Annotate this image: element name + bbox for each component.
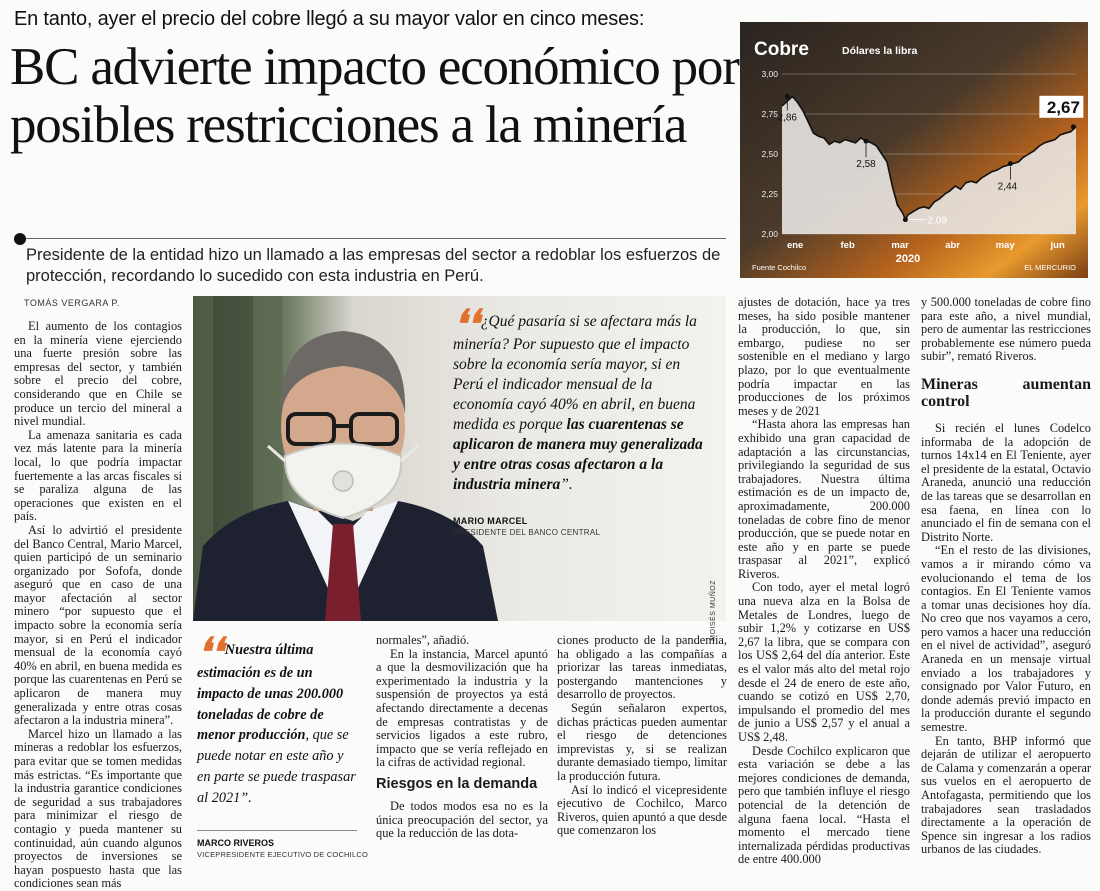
main-quote-end: ”. [560,476,573,493]
photo-credit: MOISÉS MUÑOZ [710,580,717,641]
chart-y-tick-label: 3,00 [761,69,778,79]
main-quote-bold: las cuarentenas se aplicaron de manera muy generalizada y entre otras cosas afectaron a la industria minera [453,416,703,493]
main-quote-title: PRESIDENTE DEL BANCO CENTRAL [453,528,601,537]
deck-divider [26,238,726,239]
chart-x-tick-label: feb [840,240,855,251]
headline: BC advierte impacto económico por posibles restricciones a la minería [10,38,739,154]
paragraph: De todos modos esa no es la única preocupación del sector, ya que la reducción de las dota- [376,798,548,841]
article-column-4 [557,634,727,838]
deck-bullet [14,233,26,245]
chart-x-tick-label: jun [1050,240,1065,251]
paragraph: “En el resto de las divisiones, vamos a ir mirando cómo va evolucionando el tema de los contagios. En El Teniente vamos a tomar unas decisiones hoy día. No creo que nos vayamos a cero, pero vamos a hacer una reducción en el nivel de actividad”, aseguró Araneda en un mensaje virtual enviado a los trabajadores y consignado por Valor Futuro, en donde además previó impacto en la producción durante el segundo semestre. [921,543,1091,735]
chart-y-tick-label: 2,00 [761,229,778,239]
chart-annotation-label: 2,67 [1046,97,1080,117]
article-column-6 [921,296,1091,857]
subheading: Mineras aumentan control [921,375,1091,410]
chart-annotation-point [1008,161,1013,166]
paragraph: “Hasta ahora las empresas han exhibido una gran capacidad de adaptación a las circunstancias, privilegiando la seguridad de sus trabajadores. Nuestra última estimación es de un impacto de, aproximadamente, 200.000 toneladas de cobre fino de menor producción, que se puede notar en este año y en parte se puede traspasar al 2021”, explicó Riveros. [738,417,910,581]
chart-annotation-point [903,217,908,222]
chart-annotation-point [864,139,869,144]
chart-annotation-point [1071,124,1076,129]
chart-annotation-label: 2,44 [997,181,1018,193]
paragraph: El aumento de los contagios en la minería viene ejerciendo una fuerte presión sobre las empresas del sector, y también sobre el precio del cobre, considerando que en Chile se produce un tercio del mineral a nivel mundial. [14,319,182,429]
main-quote-text: ¿Qué pasaría si se afectara más la minería? Por supuesto que el impacto sobre la economía sería mayor, si en Perú el indicador mensual de la economía cayó 40% en abril, en buena medida es porque [453,313,697,433]
main-quote [453,302,713,495]
chart-y-tick-label: 2,75 [761,109,778,119]
paragraph: ciones producto de la pandemia, ha obligado a las compañías a priorizar las tareas inmediatas, postergando mantenciones y desarrollo de proyectos. [557,633,727,702]
paragraph: En tanto, BHP informó que dejarán de utilizar el aeropuerto de Calama y comenzarán a operar sus vuelos en el aeropuerto de Antofagasta, permitiendo que los trabajadores sean trasladados directamente a la operación de Spence sin ingresar a los radios urbanos de las ciudades. [921,733,1091,857]
paragraph: La amenaza sanitaria es cada vez más latente para la minería local, lo que podría impactar fuertemente a las arcas fiscales si se paraliza alguna de las operaciones que existen en el país. [14,427,182,524]
chart-source: Fuente Cochilco [752,263,807,272]
pull-quote-bold: Nuestra última estimación es de un impacto de unas 200.000 toneladas de cobre de menor producción [197,642,344,744]
subheading: Riesgos en la demanda [376,775,538,792]
chart-canvas [740,22,1088,278]
article-column-3 [376,634,548,841]
paragraph: Con todo, ayer el metal logró una nueva alza en la Bolsa de Metales de Londres, luego de subir 1,2% y cotizarse en US$ 2,67 la libra, que se compara con los US$ 2,64 del día anterior. Este es el valor más alto del metal rojo desde el 24 de enero de este año, cuando se cotizó en US$ 2,70, impulsando el promedio del mes de junio a US$ 2,57 y el anual a US$ 2,48. [738,580,910,744]
deck: Presidente de la entidad hizo un llamado a las empresas del sector a redoblar los esfuerzos de protección, recordando lo sucedido con esta industria en Perú. [26,246,721,285]
paragraph: Así lo advirtió el presidente del Banco Central, Mario Marcel, quien participó de un seminario organizado por Sofofa, donde aseguró que en caso de una mayor afectación al sector minero “por supuesto que el impacto sobre la economía sería mayor, si en Perú el indicador mensual de la economía cayó 40% en abril, en buena medida es porque las cuarentenas en Perú se aplicaron de manera muy generalizada y entre otras cosas afectaron a la industria minera”. [14,522,182,728]
pull-quote-text: , que se puede notar en este año y en parte se puede traspasar al 2021”. [197,727,356,806]
copper-price-chart [740,22,1088,278]
article-column-1 [14,320,182,891]
chart-annotation-point [785,94,790,99]
chart-credit: EL MERCURIO [1024,263,1076,272]
paragraph: ajustes de dotación, hace ya tres meses, ha sido posible mantener la producción, lo que, sin embargo, pudiese no ser sostenible en el mediano y largo plazo, por lo que eventualmente podría impactar en las producciones de los próximos meses y de 2021 [738,295,910,418]
chart-x-tick-label: mar [891,240,909,251]
article-column-5 [738,296,910,867]
pull-quote [197,630,357,809]
paragraph: En la instancia, Marcel apuntó a que la desmovilización que ha experimentado la industria y la suspensión de proyectos ya está afectando directamente a decenas de empresas contratistas y de servicios ligados a este rubro, impacto que se vería reflejado en la cifras de actividad regional. [376,646,548,770]
paragraph: Si recién el lunes Codelco informaba de la adopción de turnos 14x14 en El Teniente, ayer el presidente de la estatal, Octavio Araneda, anunció una reducción de las tareas que se desarrollan en esa faena, en línea con lo anunciado el fin de semana con el Distrito Norte. [921,420,1091,544]
chart-title: Cobre [754,39,809,60]
chart-x-tick-label: may [995,240,1015,251]
chart-annotation-label: 2,09 [927,215,947,227]
chart-annotation-label: 2,86 [777,112,797,124]
chart-y-tick-label: 2,25 [761,189,778,199]
paragraph: y 500.000 toneladas de cobre fino para este año, a nivel mundial, pero de aumentar las restricciones probablemente ese número pueda subir”, remató Riveros. [921,295,1091,364]
pull-quote-title: VICEPRESIDENTE EJECUTIVO DE COCHILCO [197,850,368,859]
quote-mark-icon: ❛❛ [453,302,479,347]
pull-quote-name: MARCO RIVEROS [197,838,275,848]
main-quote-name: MARIO MARCEL [453,516,528,526]
chart-x-label: 2020 [895,253,921,265]
byline: TOMÁS VERGARA P. [24,298,120,308]
paragraph: Así lo indicó el vicepresidente ejecutivo de Cochilco, Marco Riveros, quien apuntó a que desde que comenzaron los [557,782,727,838]
paragraph: Marcel hizo un llamado a las mineras a redoblar los esfuerzos, para evitar que se tomen medidas más estrictas. “Es importante que la industria garantice condiciones de seguridad a sus trabajadores para minimizar el riesgo de contagio y pueda mantener su continuidad, aún cuando algunos proyectos de inversiones se hayan pospuesto hasta que las condiciones sean más [14,726,182,891]
chart-subtitle: Dólares la libra [842,45,918,57]
paragraph: normales”, añadió. [376,633,470,647]
chart-x-tick-label: abr [945,240,961,251]
pull-quote-divider [197,830,357,831]
chart-x-tick-label: ene [786,240,804,251]
chart-annotation-label: 2,58 [856,159,876,171]
kicker: En tanto, ayer el precio del cobre llegó a su mayor valor en cinco meses: [14,8,645,30]
paragraph: Según señalaron expertos, dichas prácticas pueden aumentar el riesgo de detenciones imprevistas y, si se realizan durante demasiado tiempo, limitar la producción futura. [557,700,727,783]
quote-mark-icon: ❛❛ [197,630,223,675]
paragraph: Desde Cochilco explicaron que esta variación se debe a las mejores condiciones de demanda, pero que también influye el riesgo potencial de la detención de alguna faena local. “Hasta el momento el mercado tiene internalizada pérdidas productivas de entre 400.000 [738,743,910,867]
chart-y-tick-label: 2,50 [761,149,778,159]
